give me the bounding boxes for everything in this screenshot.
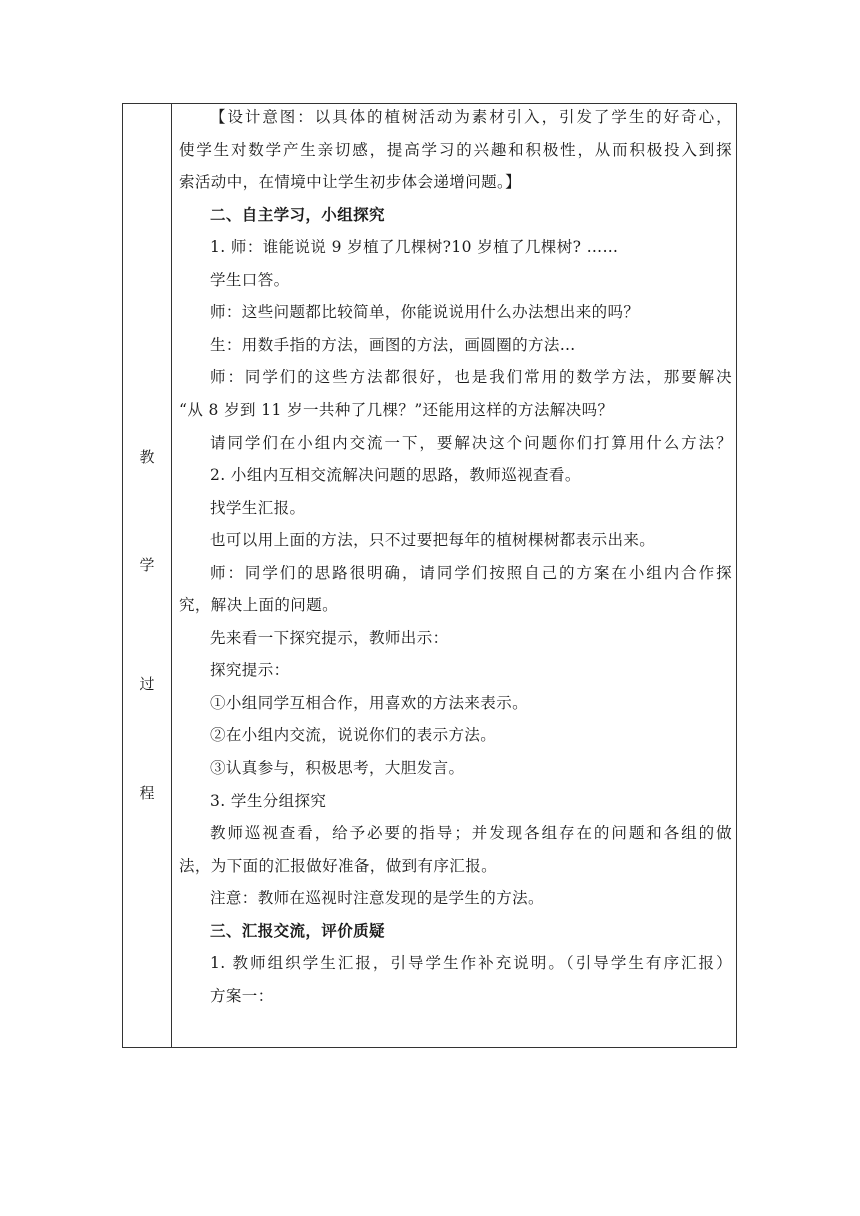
paragraph-line: 学生口答。 xyxy=(210,270,290,289)
paragraph-line: ①小组同学互相合作，用喜欢的方法来表示。 xyxy=(210,693,529,712)
paragraph-line: 使学生对数学产生亲切感，提高学习的兴趣和积极性，从而积极投入到探 xyxy=(179,140,732,159)
lesson-table xyxy=(122,103,737,1048)
section-heading: 三、汇报交流，评价质疑 xyxy=(210,920,385,940)
section-label-char: 教 xyxy=(139,448,155,466)
section-label-char: 学 xyxy=(139,556,155,574)
paragraph-line: 也可以用上面的方法，只不过要把每年的植树棵树都表示出来。 xyxy=(210,531,656,550)
paragraph-line: 师：这些问题都比较简单，你能说说用什么办法想出来的吗？ xyxy=(210,303,640,322)
paragraph-line: “从 8 岁到 11 岁一共种了几棵？”还能用这样的方法解决吗？ xyxy=(179,400,614,419)
column-divider xyxy=(171,104,172,1047)
paragraph-line: 3. 学生分组探究 xyxy=(210,791,327,810)
paragraph-line: 探究提示： xyxy=(210,661,290,680)
paragraph-line: ③认真参与，积极思考，大胆发言。 xyxy=(210,759,465,777)
paragraph-line: 2. 小组内互相交流解决问题的思路，教师巡视查看。 xyxy=(210,466,581,485)
paragraph-line: 生：用数手指的方法，画图的方法，画圆圈的方法… xyxy=(210,335,576,354)
paragraph-line: 1. 教师组织学生汇报，引导学生作补充说明。（引导学生有序汇报） xyxy=(210,954,732,973)
paragraph-line: 方案一： xyxy=(210,986,274,1005)
section-label-char: 程 xyxy=(139,784,155,802)
paragraph-line: 【设计意图：以具体的植树活动为素材引入，引发了学生的好奇心， xyxy=(210,108,732,126)
section-label-cell xyxy=(123,104,171,1047)
paragraph-line: 师：同学们的思路很明确，请同学们按照自己的方案在小组内合作探 xyxy=(210,563,732,582)
section-label-char: 过 xyxy=(139,675,155,693)
paragraph-line: ②在小组内交流，说说你们的表示方法。 xyxy=(210,726,497,745)
paragraph-line: 请同学们在小组内交流一下，要解决这个问题你们打算用什么方法？ xyxy=(210,433,732,452)
paragraph-line: 注意：教师在巡视时注意发现的是学生的方法。 xyxy=(210,889,544,908)
paragraph-line: 师：同学们的这些方法都很好，也是我们常用的数学方法，那要解决 xyxy=(210,368,732,387)
paragraph-line: 先来看一下探究提示，教师出示： xyxy=(210,628,449,647)
paragraph-line: 索活动中，在情境中让学生初步体会递增问题。】 xyxy=(179,173,522,192)
paragraph-line: 法，为下面的汇报做好准备，做到有序汇报。 xyxy=(179,856,498,875)
paragraph-line: 究，解决上面的问题。 xyxy=(179,596,339,615)
paragraph-line: 教师巡视查看，给予必要的指导；并发现各组存在的问题和各组的做 xyxy=(210,824,732,843)
paragraph-line: 找学生汇报。 xyxy=(210,498,306,517)
section-heading: 二、自主学习，小组探究 xyxy=(210,204,385,224)
paragraph-line: 1. 师：谁能说说 9 岁植了几棵树?10 岁植了几棵树? …… xyxy=(210,238,619,257)
